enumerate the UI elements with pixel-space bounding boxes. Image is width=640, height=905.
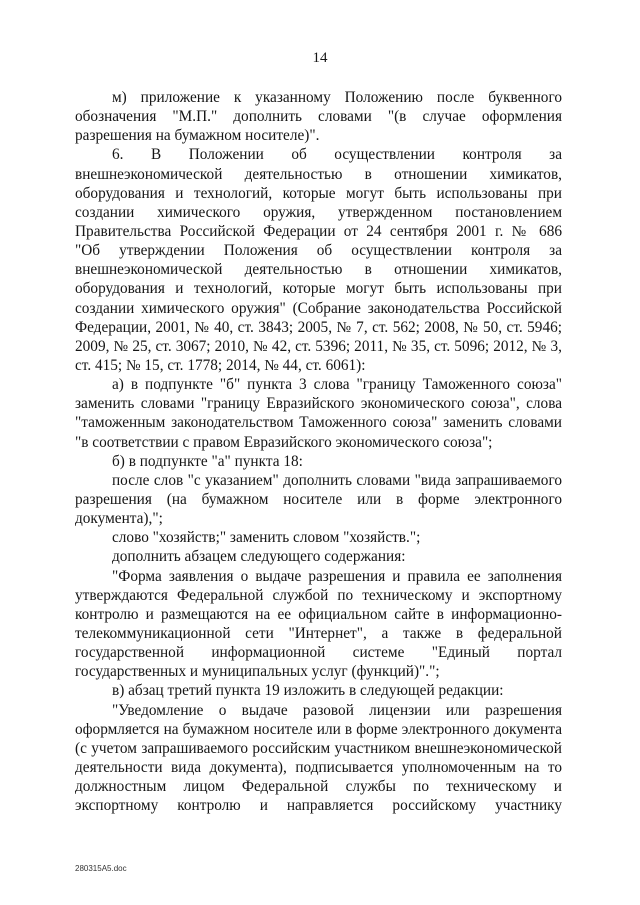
footer-filename: 280315А5.doc [75,864,127,873]
text-line: Правительства Российской Федерации от 24 сентября 2001 г. № 686 [75,222,562,240]
text-line: контролю и размещаются на ее официальном сайте в информационно- [75,605,562,623]
text-line: создании химического оружия, утвержденном постановлением [75,203,562,221]
text-line: заменить словами "границу Евразийского экономического союза", слова [75,395,562,413]
text-line: слово "хозяйств;" заменить словом "хозяйств."; [112,529,421,547]
text-line: оформляется на бумажном носителе или в форме электронного документа [75,720,562,738]
text-line: ст. 415; № 15, ст. 1778; 2014, № 44, ст. 6061): [75,356,366,374]
text-line: телекоммуникационной сети "Интернет", а также в федеральной [75,624,562,642]
text-line: "таможенным законодательством Таможенного союза" заменить словами [75,414,562,432]
text-line: б) в подпункте "а" пункта 18: [112,452,303,470]
text-line: 2009, № 25, ст. 3067; 2010, № 42, ст. 5396; 2011, № 35, ст. 5096; 2012, № 3, [75,337,562,355]
text-line: документа),"; [75,510,163,528]
text-line: внешнеэкономической деятельностью в отношении химикатов, [75,261,562,279]
text-line: обозначения "М.П." дополнить словами "(в случае оформления [75,108,562,126]
text-line: должностным лицом Федеральной службы по техническому и [75,778,562,796]
text-line: утверждаются Федеральной службой по техническому и экспортному [75,586,562,604]
document-body [75,88,562,815]
text-line: государственных и муниципальных услуг (функций)"."; [75,663,440,681]
text-line: "Об утверждении Положения об осуществлении контроля за [75,242,562,260]
text-line: разрешения на бумажном носителе)". [75,127,320,145]
text-line: государственной информационной системе "Единый портал [75,644,562,662]
text-line: Федерации, 2001, № 40, ст. 3843; 2005, № 7, ст. 562; 2008, № 50, ст. 5946; [75,318,562,336]
text-line: 6. В Положении об осуществлении контроля за [112,146,562,164]
text-line: а) в подпункте "б" пункта 3 слова "границу Таможенного союза" [112,376,562,394]
text-line: экспортному контролю и направляется российскому участнику [75,797,562,815]
text-line: оборудования и технологий, которые могут быть использованы при [75,280,562,298]
text-line: "Форма заявления о выдаче разрешения и правила ее заполнения [112,567,562,585]
text-line: "Уведомление о выдаче разовой лицензии или разрешения [112,701,562,719]
text-line: разрешения (на бумажном носителе или в форме электронного [75,490,562,508]
text-line: "в соответствии с правом Евразийского экономического союза"; [75,433,493,451]
text-line: м) приложение к указанному Положению после буквенного [112,89,562,106]
text-line: (с учетом запрашиваемого российским участником внешнеэкономической [75,739,562,757]
text-line: внешнеэкономической деятельностью в отношении химикатов, [75,165,562,183]
text-line: создании химического оружия" (Собрание законодательства Российской [75,299,562,317]
text-line: в) абзац третий пункта 19 изложить в следующей редакции: [112,682,504,700]
text-line: после слов "с указанием" дополнить словами "вида запрашиваемого [112,471,562,489]
text-line: дополнить абзацем следующего содержания: [112,548,406,566]
page-number: 14 [312,50,328,66]
text-line: деятельности вида документа), подписывается уполномоченным на то [75,758,562,776]
text-line: оборудования и технологий, которые могут быть использованы при [75,184,562,202]
